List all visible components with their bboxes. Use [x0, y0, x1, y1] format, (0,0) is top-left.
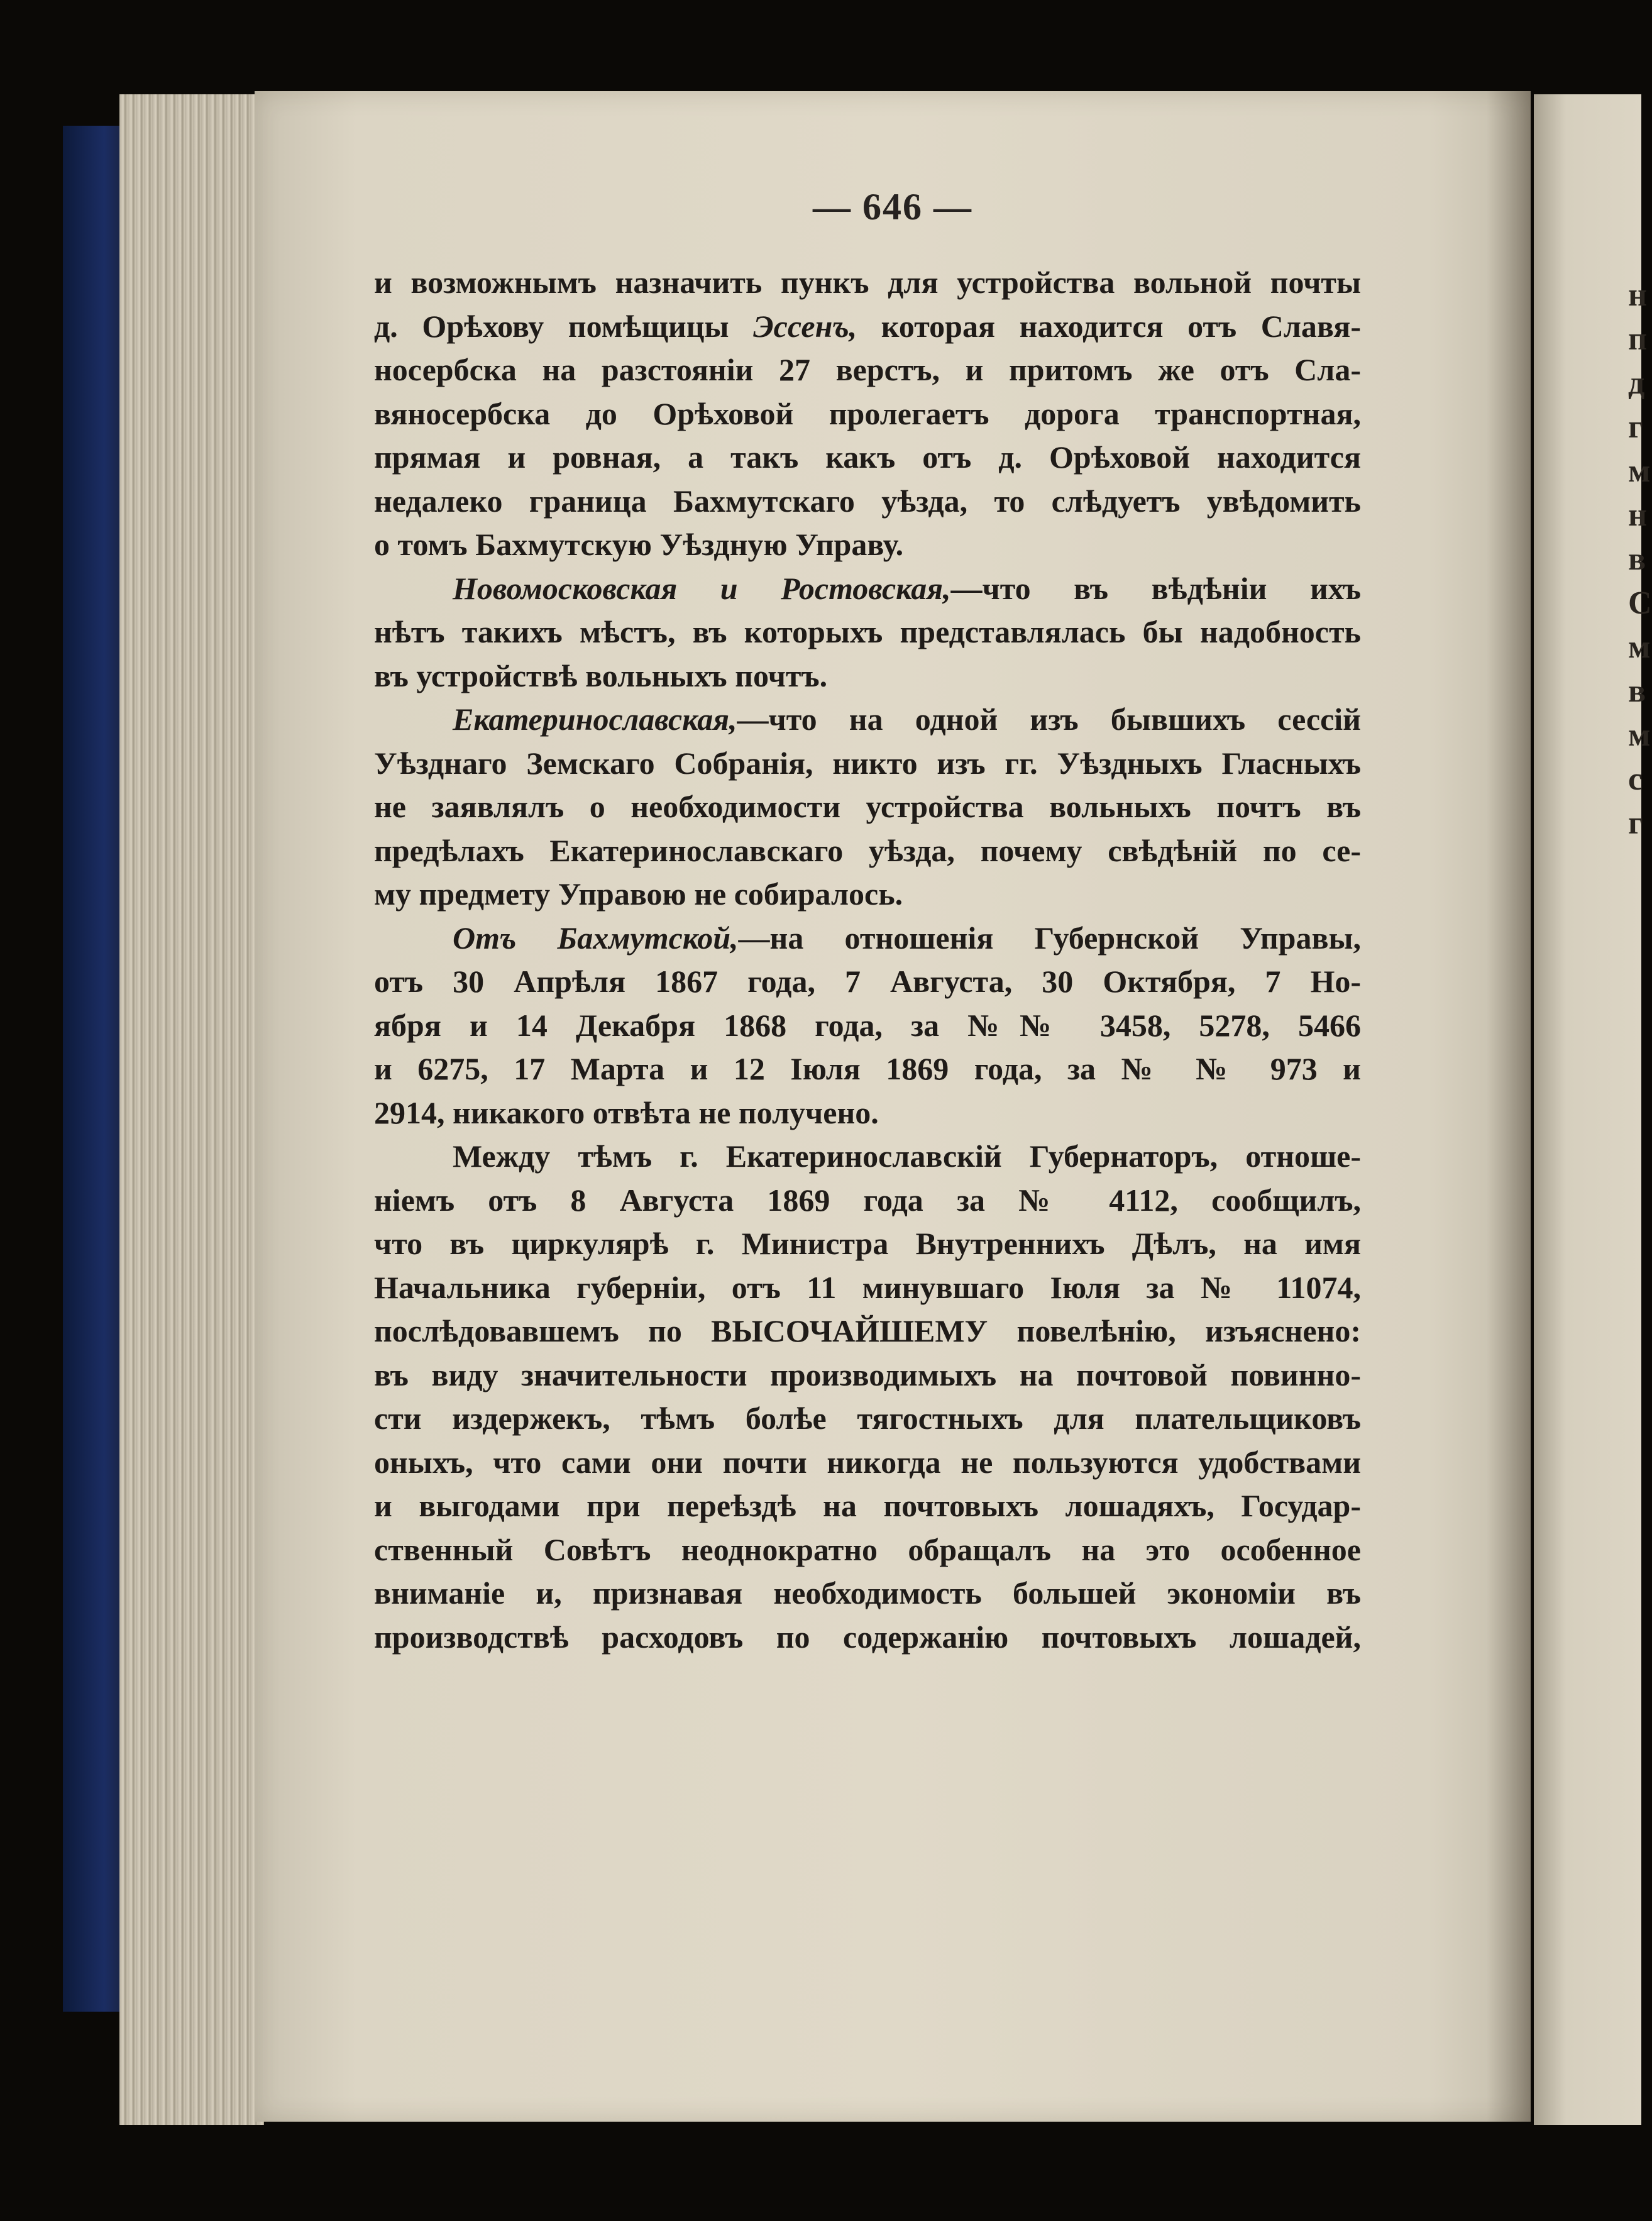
text-line: [374, 436, 1361, 480]
line-text: —что на одной изъ бывшихъ сессій: [737, 702, 1361, 737]
line-text: вяносербска до Орѣховой пролегаетъ дорога транспортная,: [374, 395, 1361, 431]
text-line: [374, 348, 1361, 392]
text-line: [374, 1441, 1361, 1485]
line-text: Между тѣмъ г. Екатеринославскій Губернаторъ, отноше-: [453, 1138, 1361, 1174]
text-line: [374, 1484, 1361, 1528]
facing-page-letter: С: [1628, 585, 1652, 621]
text-line: [374, 1616, 1361, 1660]
line-text: —на отношенія Губернской Управы,: [738, 920, 1361, 956]
italic-name: Эссенъ,: [753, 308, 857, 344]
line-text-after: которая находится отъ Славя-: [857, 308, 1361, 344]
text-line: [374, 698, 1361, 742]
line-text: недалеко граница Бахмутскаго уѣзда, то слѣдуетъ увѣдомить: [374, 483, 1361, 519]
page-text: [374, 261, 1361, 1659]
line-text: ября и 14 Декабря 1868 года, за №№ 3458, 5278, 5466: [374, 1007, 1361, 1043]
line-text: носербска на разстояніи 27 верстъ, и притомъ же отъ Сла-: [374, 352, 1361, 387]
text-line: [374, 829, 1361, 873]
facing-page-edge: [1534, 94, 1652, 2125]
line-text: что въ циркулярѣ г. Министра Внутреннихъ Дѣлъ, на имя: [374, 1226, 1361, 1261]
text-line: [374, 873, 1361, 917]
text-line: [374, 1309, 1361, 1353]
facing-page-letter: м: [1628, 629, 1651, 665]
text-line: [374, 480, 1361, 524]
line-text: оныхъ, что сами они почти никогда не пользуются удобствами: [374, 1444, 1361, 1480]
facing-page-letter: д: [1628, 365, 1645, 401]
text-line: [374, 305, 1361, 349]
line-text: и выгодами при переѣздѣ на почтовыхъ лошадяхъ, Государ-: [374, 1488, 1361, 1523]
facing-page-letter: с: [1628, 761, 1643, 797]
line-text: о томъ Бахмутскую Уѣздную Управу.: [374, 527, 904, 562]
italic-lead: Отъ Бахмутской,: [453, 920, 739, 956]
line-text: д. Орѣхову помѣщицы: [374, 308, 754, 344]
line-text: въ устройствѣ вольныхъ почтъ.: [374, 658, 828, 693]
text-line: [374, 917, 1361, 961]
line-text: нѣтъ такихъ мѣстъ, въ которыхъ представлялась бы надобность: [374, 614, 1361, 649]
italic-lead: Новомосковская и Ростовская,: [453, 570, 951, 606]
line-text: му предмету Управою не собиралось.: [374, 876, 903, 912]
text-line: [374, 1179, 1361, 1223]
facing-page-letter: м: [1628, 717, 1651, 753]
text-line: [374, 1091, 1361, 1135]
text-line: [374, 567, 1361, 611]
line-text: Уѣзднаго Земскаго Собранія, никто изъ гг. Уѣздныхъ Гласныхъ: [374, 745, 1361, 781]
text-line: [374, 1222, 1361, 1266]
line-text: Начальника губерніи, отъ 11 минувшаго Іюля за № 11074,: [374, 1269, 1361, 1305]
text-line: [374, 1004, 1361, 1048]
text-line: [374, 654, 1361, 698]
text-line: [374, 1047, 1361, 1091]
text-line: [374, 523, 1361, 567]
facing-page-letter: в: [1628, 541, 1646, 577]
facing-page-letter: г: [1628, 805, 1643, 841]
facing-page-letter: м: [1628, 453, 1651, 489]
italic-lead: Екатеринославская,: [453, 702, 737, 737]
text-line: [374, 1135, 1361, 1179]
line-text: производствѣ расходовъ по содержанію почтовыхъ лошадей,: [374, 1619, 1361, 1655]
text-line: [374, 1353, 1361, 1397]
page-number: — 646 —: [813, 186, 972, 228]
text-line: [374, 392, 1361, 436]
line-text: сти издержекъ, тѣмъ болѣе тягостныхъ для плательщиковъ: [374, 1401, 1361, 1436]
facing-page-letter: н: [1628, 497, 1647, 533]
text-line: [374, 610, 1361, 654]
line-text: и возможнымъ назначить пункъ для устройства вольной почты: [374, 265, 1361, 300]
facing-page-letter: в: [1628, 673, 1646, 709]
text-line: [374, 742, 1361, 786]
facing-page-letter: г: [1628, 409, 1643, 445]
text-line: [374, 1572, 1361, 1616]
text-line: [374, 785, 1361, 829]
line-text: послѣдовавшемъ по ВЫСОЧАЙШЕМУ повелѣнію, изъяснено:: [374, 1313, 1361, 1348]
facing-page-letter: н: [1628, 277, 1647, 313]
text-line: [374, 960, 1361, 1004]
facing-page-letter: п: [1628, 321, 1647, 357]
text-line: [374, 1266, 1361, 1310]
line-text: отъ 30 Апрѣля 1867 года, 7 Августа, 30 Октября, 7 Но-: [374, 964, 1361, 999]
book-page: [255, 91, 1531, 2122]
line-text: —что въ вѣдѣніи ихъ: [950, 570, 1361, 606]
line-text: ніемъ отъ 8 Августа 1869 года за № 4112, сообщилъ,: [374, 1182, 1361, 1218]
line-text: предѣлахъ Екатеринославскаго уѣзда, почему свѣдѣній по се-: [374, 832, 1361, 868]
gutter-shadow: [1487, 91, 1531, 2122]
line-text: прямая и ровная, а такъ какъ отъ д. Орѣховой находится: [374, 439, 1361, 475]
line-text: не заявлялъ о необходимости устройства вольныхъ почтъ въ: [374, 789, 1361, 824]
line-text: въ виду значительности производимыхъ на почтовой повинно-: [374, 1357, 1361, 1392]
line-text: 2914, никакого отвѣта не получено.: [374, 1094, 879, 1130]
page-stack-edges: [119, 94, 264, 2125]
text-line: [374, 1528, 1361, 1572]
line-text: ственный Совѣтъ неоднократно обращалъ на это особенное: [374, 1531, 1361, 1567]
line-text: вниманіе и, признавая необходимость большей экономіи въ: [374, 1575, 1361, 1611]
line-text: и 6275, 17 Марта и 12 Іюля 1869 года, за № № 973 и: [374, 1051, 1361, 1086]
text-line: [374, 261, 1361, 305]
text-line: [374, 1397, 1361, 1441]
